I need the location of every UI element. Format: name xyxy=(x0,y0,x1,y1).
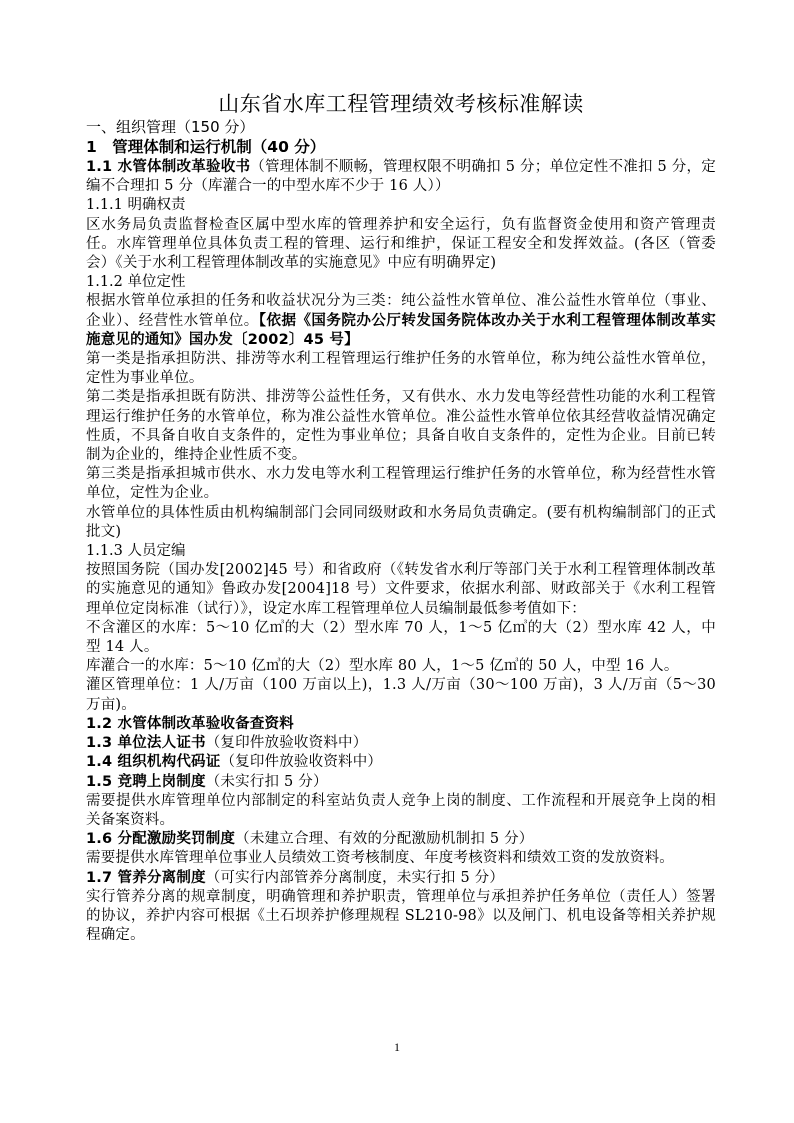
item-1-1-3-text-4: 灌区管理单位：1 人/万亩（100 万亩以上)，1.3 人/万亩（30～100 万亩)，3 人/万亩（5～30 万亩)。 xyxy=(86,677,716,713)
item-1-1-1-text: 区水务局负责监督检查区属中型水库的管理养护和安全运行，负有监督资金使用和资产管理责任。水库管理单位具体负责工程的管理、运行和维护，保证工程安全和发挥效益。(各区（管委会）《关于水利工程管理体制改革的实施意见》中应有明确界定) xyxy=(86,216,716,272)
item-1-1-2-text-1: 根据水管单位承担的任务和收益状况分为三类：纯公益性水管单位、准公益性水管单位（事业、企业）、经营性水管单位。【依据《国务院办公厅转发国务院体改办关于水利工程管理体制改革实施意见的通知》国办发〔2002〕45 号】 xyxy=(86,293,717,348)
item-1-5: 1.5 竞聘上岗制度（未实行扣 5 分） xyxy=(86,773,328,790)
item-1-7: 1.7 管养分离制度（可实行内部管养分离制度，未实行扣 5 分） xyxy=(86,869,505,886)
item-1-1-2-text-5: 水管单位的具体性质由机构编制部门会同同级财政和水务局负责确定。(要有机构编制部门的正式批文) xyxy=(86,504,716,540)
item-1-6-text: 需要提供水库管理单位事业人员绩效工资考核制度、年度考核资料和绩效工资的发放资料。 xyxy=(86,850,674,867)
item-1-4: 1.4 组织机构代码证（复印件放验收资料中） xyxy=(86,754,383,771)
item-1-1: 1.1 水管体制改革验收书（管理体制不顺畅，管理权限不明确扣 5 分；单位定性不准扣 5 分，定编不合理扣 5 分（库灌合一的中型水库不少于 16 人）） xyxy=(86,159,716,195)
item-1-1-2-text-3: 第二类是指承担既有防洪、排涝等公益性任务，又有供水、水力发电等经营性功能的水利工程管理运行维护任务的水管单位，称为准公益性水管单位。准公益性水管单位依其经营收益情况确定性质，不具备自收自支条件的，定性为事业单位；具备自收自支条件的，定性为企业。目前已转制为企业的，维持企业性质不变。 xyxy=(86,389,716,464)
item-1-2: 1.2 水管体制改革验收备查资料 xyxy=(86,715,294,732)
document-body xyxy=(86,90,716,945)
item-1-1-2-text-2: 第一类是指承担防洪、排涝等水利工程管理运行维护任务的水管单位，称为纯公益性水管单位，定性为事业单位。 xyxy=(86,351,716,387)
item-1-3: 1.3 单位法人证书（复印件放验收资料中） xyxy=(86,735,368,752)
page-number: 1 xyxy=(394,1040,400,1054)
section-heading-1-1: 1 管理体制和运行机制（40 分） xyxy=(86,138,326,156)
item-1-1-3-heading: 1.1.3 人员定编 xyxy=(86,543,186,560)
item-1-1-3-text-1: 按照国务院（国办发[2002]45 号）和省政府（《转发省水利厅等部门关于水利工程管理体制改革的实施意见的通知》鲁政办发[2004]18 号）文件要求，依据水利部、财政部关于《水利工程管理单位定岗标准（试行）》，设定水库工程管理单位人员编制最低参考值如下： xyxy=(86,562,716,617)
item-1-7-text: 实行管养分离的规章制度，明确管理和养护职责，管理单位与承担养护任务单位（责任人）签署的协议，养护内容可根据《土石坝养护修理规程 SL210-98》以及闸门、机电设备等相关养护规程确定。 xyxy=(86,888,716,944)
section-heading-1: 一、组织管理（150 分） xyxy=(86,118,255,136)
item-1-5-text: 需要提供水库管理单位内部制定的科室站负责人竞争上岗的制度、工作流程和开展竞争上岗的相关备案资料。 xyxy=(86,792,716,828)
item-1-1-1-heading: 1.1.1 明确权责 xyxy=(86,197,186,214)
item-1-1-3-text-3: 库灌合一的水库：5～10 亿㎥的大（2）型水库 80 人，1～5 亿㎥的 50 人，中型 16 人。 xyxy=(86,658,679,675)
document-title: 山东省水库工程管理绩效考核标准解读 xyxy=(218,92,584,116)
item-1-6: 1.6 分配激励奖罚制度（未建立合理、有效的分配激励机制扣 5 分） xyxy=(86,831,534,848)
item-1-1-3-text-2: 不含灌区的水库：5～10 亿㎥的大（2）型水库 70 人，1～5 亿㎥的大（2）型水库 42 人，中型 14 人。 xyxy=(86,619,716,656)
item-1-1-2-heading: 1.1.2 单位定性 xyxy=(86,274,186,291)
item-1-1-2-text-4: 第三类是指承担城市供水、水力发电等水利工程管理运行维护任务的水管单位，称为经营性水管单位，定性为企业。 xyxy=(86,466,716,502)
